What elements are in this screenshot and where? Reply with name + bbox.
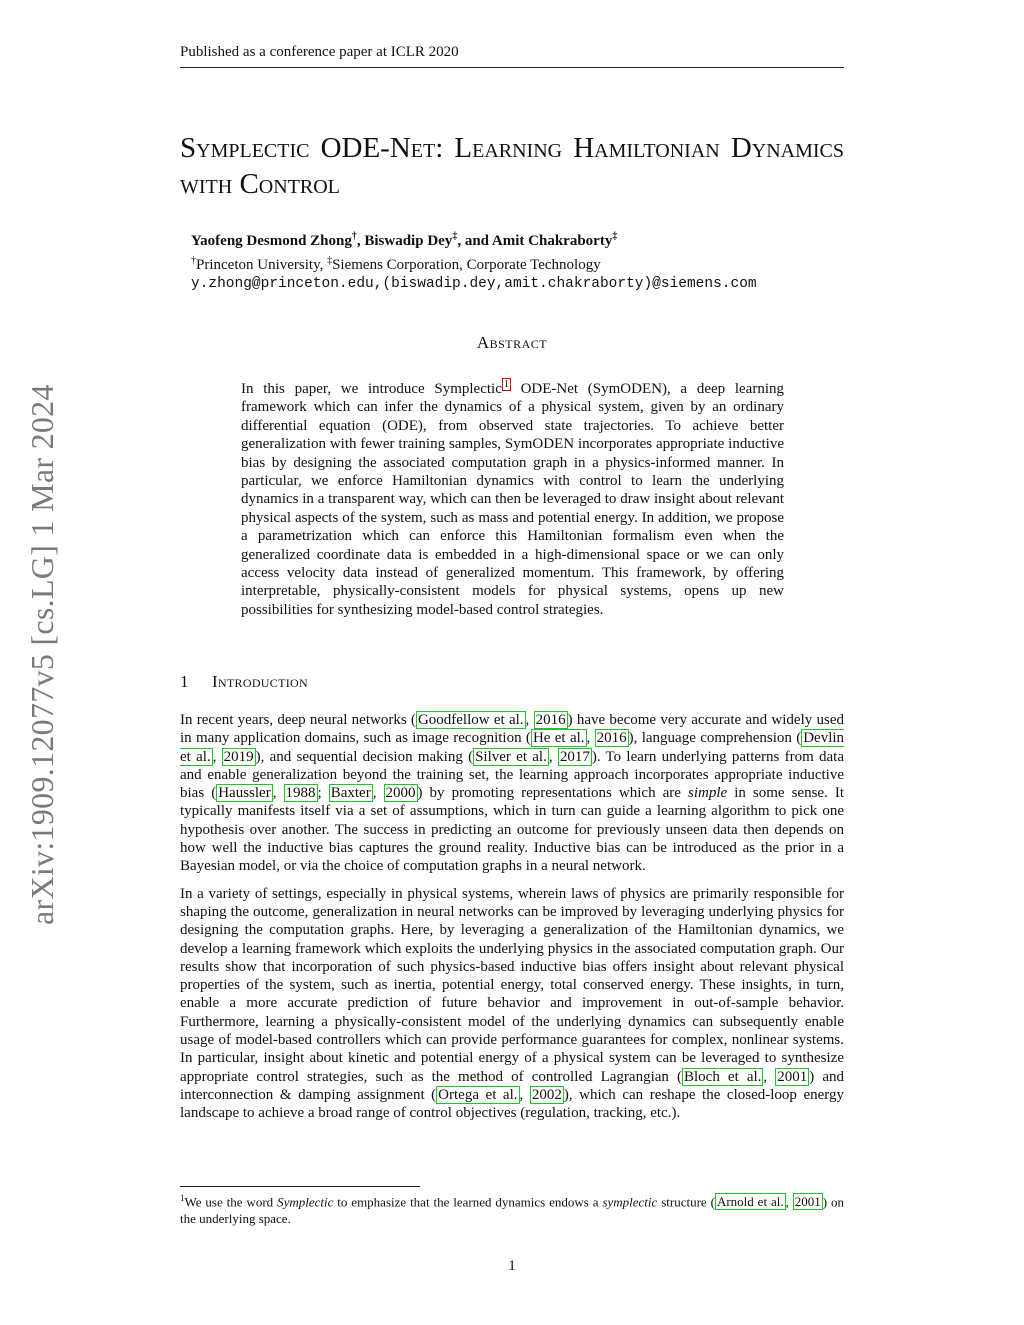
citation-link[interactable]: He et al.	[532, 730, 585, 747]
citation-link[interactable]: Bloch et al.	[684, 1068, 762, 1085]
emphasis: symplectic	[602, 1194, 658, 1210]
text-run: ,	[586, 730, 595, 747]
page-number: 1	[508, 1258, 516, 1274]
footnote	[180, 1190, 844, 1227]
abstract-text-part: In this paper, we introduce Symplectic	[241, 381, 502, 397]
footnote-rule	[180, 1186, 420, 1187]
author-names	[191, 227, 851, 251]
text-run: In a variety of settings, especially in physical systems, wherein laws of physics are primarily responsible for shaping the outcome, generalization in neural networks can be improved by leveraging underlying physics for designing the computation graphs. Here, by leveraging a generalization of the Hamiltonian dynamics, we develop a learning framework which exploits the underlying physics in the associated computation graph. Our results show that incorporation of such physics-based inductive bias offers insight about relevant physical properties of the system, such as inertia, potential energy, total conserved energy. These insights, in turn, enable a more accurate prediction of future behavior and improvement in out-of-sample behavior. Furthermore, learning a physically-consistent model of the underlying dynamics can subsequently enable usage of model-based controllers which can provide performance guarantees for complex, nonlinear systems. In particular, insight about kinetic and potential energy of a physical system can be leveraged to synthesize appropriate control strategies, such as the method of controlled Lagrangian (	[180, 885, 844, 1085]
affiliation-mark: ‡	[452, 231, 458, 242]
text-run: to emphasize that the learned dynamics endows a	[333, 1194, 603, 1210]
text-run: ) have become very accurate and widely used in many application domains, such as image recognition (	[180, 712, 845, 747]
section-heading-introduction	[180, 672, 844, 692]
affiliation-mark: †	[191, 255, 196, 266]
text-run: ,	[763, 1068, 776, 1085]
citation-link[interactable]: 1988	[285, 785, 316, 802]
affiliation: Princeton University,	[196, 257, 328, 273]
citation-link[interactable]: 2001	[777, 1068, 808, 1085]
text-run: ,	[525, 712, 534, 728]
citation-link[interactable]: 2000	[385, 785, 416, 802]
author-name: Yaofeng Desmond Zhong	[191, 233, 352, 249]
citation-link[interactable]: 2002	[531, 1086, 562, 1103]
text-run: ;	[317, 785, 329, 802]
abstract-text-part: ODE-Net (SymODEN), a deep learning framework which can infer the dynamics of a physical system, given by an ordinary differential equation (ODE), from observed state trajectories. To achieve better generalization with fewer training samples, SymODEN incorporates appropriate inductive bias by designing the associated computation graph in a physics-informed manner. In particular, we enforce Hamiltonian dynamics with control to learn the underlying dynamics in a transparent way, which can then be leveraged to draw insight about relevant physical aspects of the system, such as mass and potential energy. In addition, we propose a parametrization which can enforce this Hamiltonian formalism even when the generalized coordinate data is embedded in a high-dimensional space or we can only access velocity data instead of generalized momentum. This framework, by offering interpretable, physically-consistent models for physical systems, opens up new possibilities for synthesizing model-based control strategies.	[241, 381, 785, 618]
emphasis: simple	[687, 785, 728, 802]
author-block	[191, 227, 851, 294]
text-run: ,	[272, 785, 284, 802]
footnote-mark: 1	[180, 1193, 185, 1203]
citation-link[interactable]: 2019	[223, 748, 254, 765]
text-run: structure (	[657, 1194, 715, 1210]
text-run: in some sense. It typically manifests itself via a set of assumptions, which in turn can guide a learning algorithm to pick one hypothesis over another. The success in predicting an outcome for previously unseen data then depends on how well the inductive bias captures the ground reality. Inductive bias can be introduced as the prior in a Bayesian model, or via the choice of computation graphs in a neural network.	[180, 785, 845, 875]
abstract-heading: Abstract	[476, 333, 548, 352]
citation-link[interactable]: Silver et al.	[475, 748, 547, 765]
abstract-text	[241, 380, 784, 619]
author-separator: ,	[356, 233, 365, 249]
text-run: ,	[785, 1194, 793, 1210]
introduction-body	[180, 711, 844, 1132]
citation-link[interactable]: 2016	[596, 730, 627, 747]
text-run: ), which can reshape the closed-loop energy landscape to achieve a broad range of control objectives (regulation, tracking, etc.).	[180, 1086, 845, 1122]
citation-link[interactable]: Haussler	[218, 785, 271, 802]
affiliation-mark: †	[351, 231, 357, 242]
citation-link[interactable]: Ortega et al.	[438, 1086, 518, 1103]
text-run: ), language comprehension (	[628, 730, 802, 747]
citation-link[interactable]: Arnold et al.	[716, 1194, 784, 1210]
text-run: ,	[519, 1086, 530, 1103]
text-run: ,	[548, 748, 558, 765]
paragraph	[180, 885, 844, 1123]
author-emails: y.zhong@princeton.edu,(biswadip.dey,amit.chakraborty)@siemens.com	[191, 276, 757, 292]
author-separator: , and	[457, 233, 492, 249]
affiliation: Siemens Corporation, Corporate Technology	[332, 257, 601, 273]
text-run: ), and sequential decision making (	[255, 748, 474, 765]
text-run: ) on the underlying space.	[180, 1194, 844, 1227]
text-run: ) by promoting representations which are	[417, 785, 688, 802]
author-name: Biswadip Dey	[364, 233, 453, 249]
paper-title: Symplectic ODE-Net: Learning Hamiltonian Dynamics with Control	[180, 132, 844, 200]
citation-link[interactable]: 2016	[535, 712, 566, 728]
author-name: Amit Chakraborty	[491, 233, 613, 249]
citation-link[interactable]: Devlin et al.	[180, 730, 845, 765]
text-run: We use the word	[184, 1194, 278, 1210]
running-header: Published as a conference paper at ICLR 2020	[180, 44, 844, 68]
citation-link[interactable]: Baxter	[330, 785, 371, 802]
section-number: 1	[180, 672, 189, 691]
footnote-link[interactable]: 1	[503, 379, 509, 390]
text-run: ) and interconnection & damping assignment (	[180, 1068, 845, 1103]
text-run: ). To learn underlying patterns from data and enable generalization beyond the training set, the learning approach incorporates appropriate inductive bias (	[180, 748, 844, 802]
paragraph	[180, 711, 844, 876]
section-title: Introduction	[212, 672, 308, 691]
citation-link[interactable]: 2017	[559, 748, 590, 765]
citation-link[interactable]: Goodfellow et al.	[417, 712, 524, 728]
arxiv-identifier-stamp: arXiv:1909.12077v5 [cs.LG] 1 Mar 2024	[24, 384, 60, 925]
citation-link[interactable]: 2001	[794, 1194, 821, 1210]
text-run: In recent years, deep neural networks (	[180, 712, 416, 728]
emphasis: Symplectic	[277, 1194, 334, 1210]
affiliation-mark: ‡	[327, 255, 333, 266]
affiliations	[191, 251, 851, 275]
text-run: ,	[212, 748, 222, 765]
affiliation-mark: ‡	[612, 231, 618, 242]
text-run: ,	[372, 785, 384, 802]
